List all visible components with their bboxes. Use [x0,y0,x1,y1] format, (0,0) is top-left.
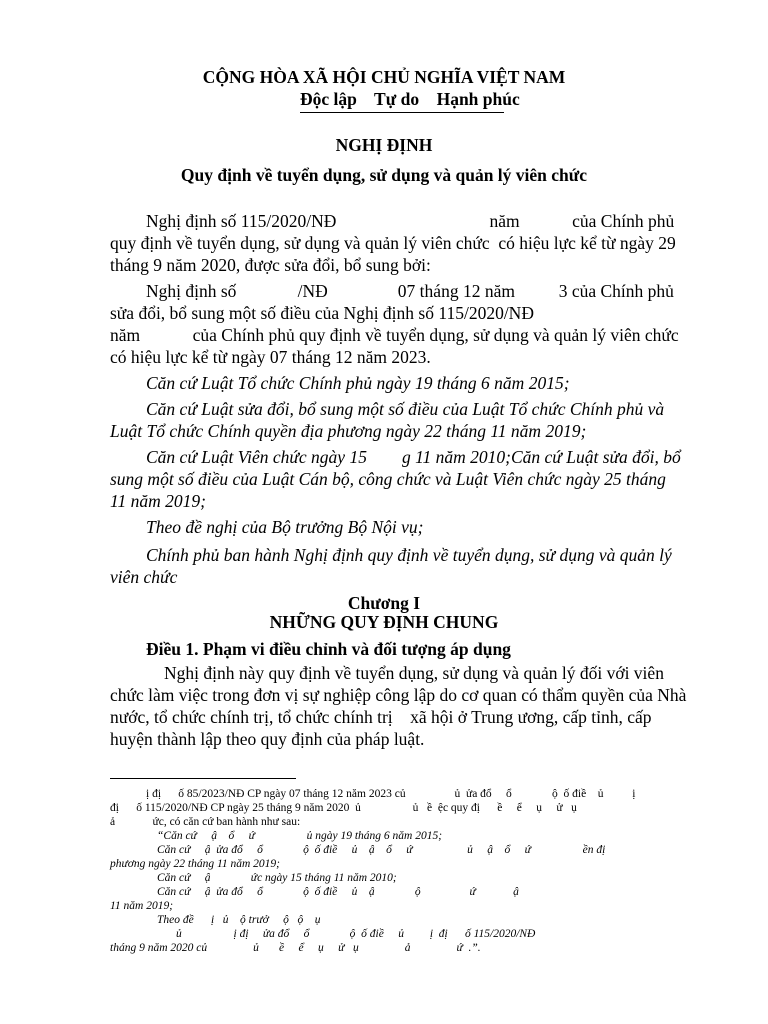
decree-subtitle: Quy định về tuyển dụng, sử dụng và quản lý viên chức [180,165,588,185]
article-body-line: chức làm việc trong đơn vị sự nghiệp công lập do cơ quan có thẩm quyền của Nhà [110,685,687,705]
legal-basis-line: Căn cứ Luật sửa đổi, bổ sung một số điều của Luật Tổ chức Chính phủ và [146,399,665,419]
chapter-label: Chương I [347,593,421,613]
footnote-line: “Căn cứ ậ ổ ứ ủ ngày 19 tháng 6 năm 2015; [157,830,443,842]
legal-basis-line: Theo đề nghị của Bộ trưởng Bộ Nội vụ; [146,517,424,537]
chapter-title: NHỮNG QUY ĐỊNH CHUNG [269,612,499,632]
footnote-line: Theo đề ị ủ ộ trưở ộ ộ ụ [157,914,321,926]
legal-basis-line: sung một số điều của Luật Cán bộ, công chức và Luật Viên chức ngày 25 tháng [110,469,666,489]
footnote-line: ả ức, có căn cứ ban hành như sau: [110,816,301,828]
footnote-separator [110,778,296,779]
article-body-line: nước, tổ chức chính trị, tổ chức chính trị xã hội ở Trung ương, cấp tỉnh, cấp [110,707,652,727]
amendment-line: có hiệu lực kể từ ngày 07 tháng 12 năm 2023. [110,347,431,367]
legal-basis-line: Căn cứ Luật Viên chức ngày 15 g 11 năm 2010;Căn cứ Luật sửa đổi, bổ [146,447,681,467]
preamble-line: Nghị định số 115/2020/NĐ năm của Chính phủ [146,211,675,231]
footnote-line: Căn cứ ậ ức ngày 15 tháng 11 năm 2010; [157,872,397,884]
amendment-line: Nghị định số /NĐ 07 tháng 12 năm 3 của Chính phủ [146,281,674,301]
amendment-line: sửa đổi, bổ sung một số điều của Nghị định số 115/2020/NĐ [110,303,534,323]
footnote-line: phương ngày 22 tháng 11 năm 2019; [110,858,280,870]
footnote-line: ủ ị đị ửa đổ ổ ộ ố điề ủ ị đị ố 115/2020/NĐ [176,928,536,940]
promulgation-line: viên chức [110,567,178,587]
footnote-line: 11 năm 2019; [110,900,174,912]
decree-title: NGHỊ ĐỊNH [335,135,433,155]
article-body-line: huyện thành lập theo quy định của pháp luật. [110,729,425,749]
footnote-line: Căn cứ ậ ửa đổ ổ ộ ố điề ủ ậ ổ ứ ủ ậ ổ ứ ền đị [157,844,606,856]
national-motto: Độc lập Tự do Hạnh phúc [300,89,520,109]
footnote-line: đị ố 115/2020/NĐ CP ngày 25 tháng 9 năm 2020 ủ ủ ề ệc quy đị ề ể ụ ử ụ [110,802,577,814]
footnote-line: Căn cứ ậ ửa đổ ổ ộ ố điề ủ ậ ộ ứ ậ [157,886,519,898]
legal-basis-line: Căn cứ Luật Tổ chức Chính phủ ngày 19 tháng 6 năm 2015; [146,373,570,393]
article-heading: Điều 1. Phạm vi điều chỉnh và đối tượng áp dụng [146,639,511,659]
promulgation-line: Chính phủ ban hành Nghị định quy định về tuyển dụng, sử dụng và quản lý [146,545,672,565]
amendment-line: năm của Chính phủ quy định về tuyển dụng, sử dụng và quản lý viên chức [110,325,679,345]
legal-basis-line: Luật Tổ chức Chính quyền địa phương ngày 22 tháng 11 năm 2019; [110,421,587,441]
legal-basis-line: 11 năm 2019; [110,491,206,511]
motto-underline [300,112,504,113]
article-body-line: Nghị định này quy định về tuyển dụng, sử dụng và quản lý đối với viên [164,663,664,683]
preamble-line: quy định về tuyển dụng, sử dụng và quản lý viên chức có hiệu lực kể từ ngày 29 [110,233,676,253]
footnote-line: ị đị ố 85/2023/NĐ CP ngày 07 tháng 12 năm 2023 củ ủ ửa đổ ổ ộ ố điề ủ ị [146,788,636,800]
country-name: CỘNG HÒA XÃ HỘI CHỦ NGHĨA VIỆT NAM [202,67,566,87]
footnote-line: tháng 9 năm 2020 củ ủ ề ể ụ ử ụ ả ứ .”. [110,942,481,954]
preamble-line: tháng 9 năm 2020, được sửa đổi, bổ sung bởi: [110,255,431,275]
